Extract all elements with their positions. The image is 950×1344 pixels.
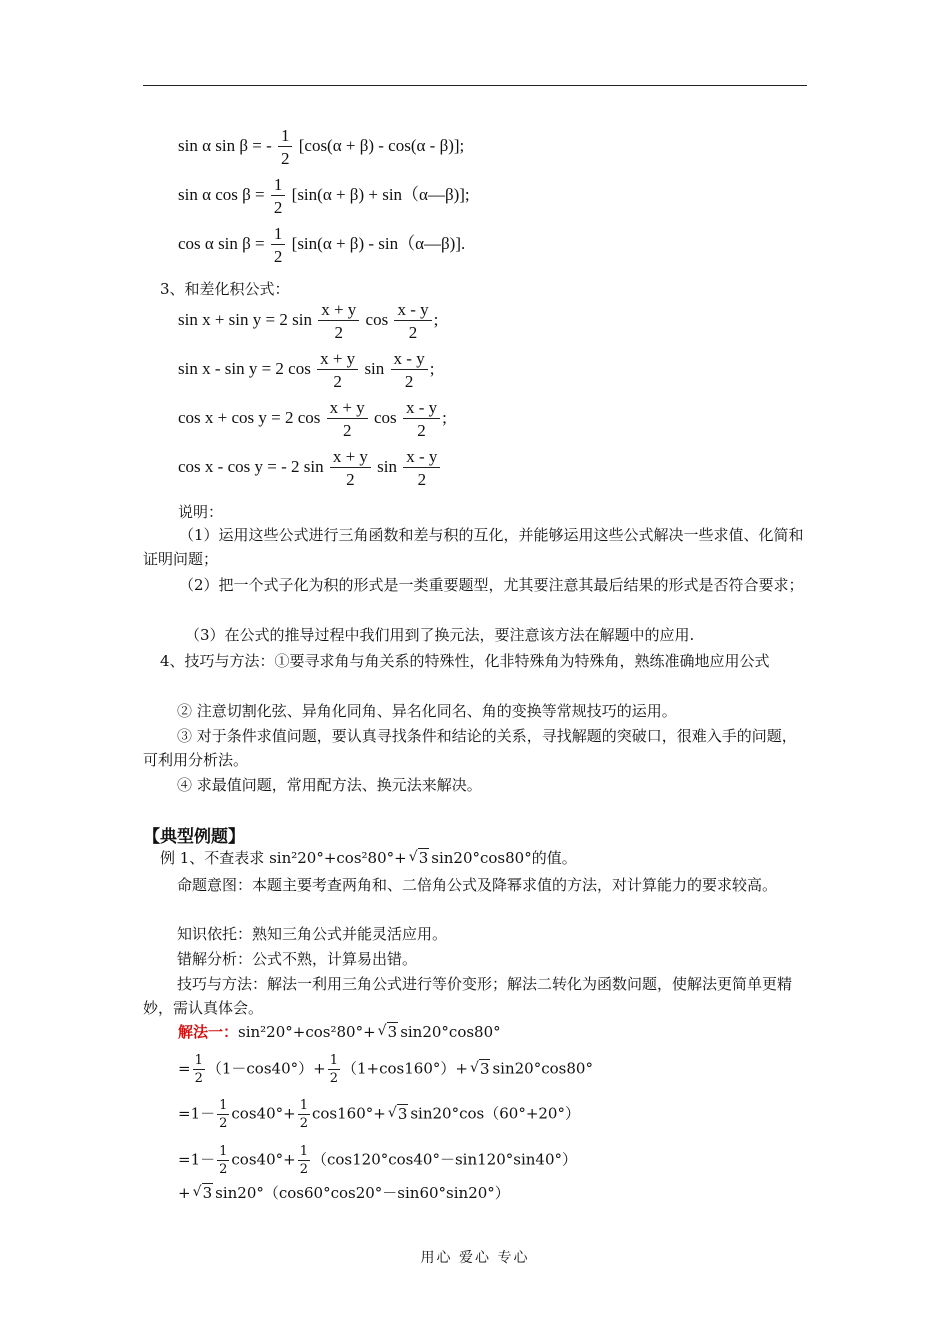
example1-knowledge: 知识依托：熟知三角公式并能灵活应用。 [177, 925, 448, 943]
tips-1: 4、技巧与方法：①要寻求角与角关系的特殊性，化非特殊角为特殊角，熟练准确地应用公式 [160, 652, 770, 670]
solution-line-2: =1－ $\frac{1}{2}$ cos40°+ $\frac{1}{2}$ cos160°+√ 3 sin20°cos（60°+20°） [178, 1099, 580, 1130]
solution-line-1: = $\frac{1}{2}$ （1－cos40°）+ $\frac{1}{2}$ （1+cos160°）+√ 3 sin20°cos80° [178, 1054, 593, 1085]
note-1: （1）运用这些公式进行三角函数和差与积的互化，并能够运用这些公式解决一些求值、化简和证明问题； [143, 526, 804, 568]
header-rule [143, 85, 807, 86]
solution-line-3: =1－ $\frac{1}{2}$ cos40°+ $\frac{1}{2}$ （cos120°cos40°－sin120°sin40°） [178, 1144, 577, 1177]
example1-method: 技巧与方法：解法一利用三角公式进行等价变形；解法二转化为函数问题，使解法更简单更精妙，需认真体会。 [143, 975, 793, 1017]
solution-line-0: 解法一：sin²20°+cos²80°+√ 3 sin20°cos80° [178, 1022, 501, 1042]
formula-sin-cos: sin α cos β = $\frac{1}{2}$ [sin(α + β) + sin（α—β)]; [178, 175, 470, 217]
note-3: （3）在公式的推导过程中我们用到了换元法，要注意该方法在解题中的应用. [185, 626, 695, 644]
formula-sum-cos: cos x + cos y = 2 cos $\frac{x + y}{2}$ cos $\frac{x - y}{2}$ ; [178, 398, 447, 440]
example1-question: 例 1、不查表求 sin²20°+cos²80°+√ 3 sin20°cos80°的值。 [160, 848, 577, 868]
sum-to-product-title: 3、和差化积公式： [160, 280, 290, 298]
formula-sin-sin: sin α sin β = - $\frac{1}{2}$ [cos(α + β) - cos(α - β)]; [178, 126, 465, 168]
formula-sum-sin: sin x + sin y = 2 sin $\frac{x + y}{2}$ cos $\frac{x - y}{2}$ ; [178, 300, 439, 342]
formula-diff-sin: sin x - sin y = 2 cos $\frac{x + y}{2}$ sin $\frac{x - y}{2}$ ; [178, 349, 435, 391]
note-2: （2）把一个式子化为积的形式是一类重要题型，尤其要注意其最后结果的形式是否符合要求； [179, 576, 804, 594]
page-footer: 用心 爱心 专心 [420, 1250, 530, 1266]
formula-cos-sin: cos α sin β = $\frac{1}{2}$ [sin(α + β) - sin（α—β)]. [178, 224, 466, 266]
section-heading: 【典型例题】 [143, 827, 245, 847]
solution-label: 解法一： [178, 1023, 239, 1041]
tips-3: ③ 对于条件求值问题，要认真寻找条件和结论的关系，寻找解题的突破口，很难入手的问题，可利用分析法。 [143, 727, 797, 769]
formula-diff-cos: cos x - cos y = - 2 sin $\frac{x + y}{2}$ sin $\frac{x - y}{2}$ [178, 448, 442, 488]
solution-line-4: +√ 3 sin20°（cos60°cos20°－sin60°sin20°） [178, 1183, 510, 1203]
example1-error: 错解分析：公式不熟，计算易出错。 [177, 950, 418, 968]
tips-2: ② 注意切割化弦、异角化同角、异名化同名、角的变换等常规技巧的运用。 [177, 702, 677, 720]
example1-intent: 命题意图：本题主要考查两角和、二倍角公式及降幂求值的方法，对计算能力的要求较高。 [177, 876, 778, 894]
notes-title: 说明： [178, 503, 224, 521]
tips-4: ④ 求最值问题，常用配方法、换元法来解决。 [177, 776, 482, 794]
